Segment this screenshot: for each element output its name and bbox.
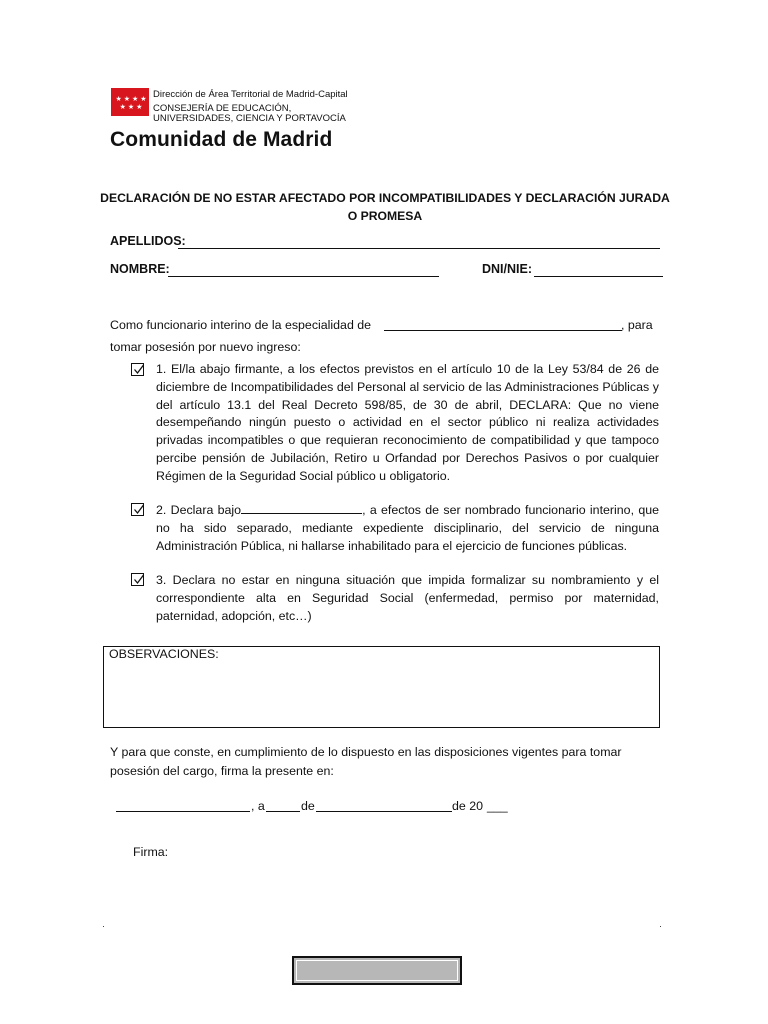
- year-field[interactable]: ___: [487, 799, 508, 813]
- checkbox-item-2[interactable]: [131, 503, 144, 516]
- item-2-text-post: , a efectos de ser nombrado funcionario interino, que no ha sido separado, mediante expediente disciplinario, del servicio de ninguna Administración Pública, ni hallarse inhabilitado para el ejercicio de funciones públicas.: [156, 503, 659, 553]
- item-2-text: [156, 501, 659, 555]
- apellidos-label: APELLIDOS:: [110, 234, 186, 248]
- grey-form-button-inner: [296, 960, 458, 981]
- date-sep-de-2: de 20: [452, 799, 484, 813]
- title-line-2: O PROMESA: [347, 209, 423, 223]
- corner-mark-right: [660, 926, 661, 927]
- brand-name: Comunidad de Madrid: [110, 128, 333, 151]
- document-title: [100, 189, 670, 225]
- checkbox-item-1[interactable]: [131, 363, 144, 376]
- closing-line-2: posesión del cargo, firma la presente en:: [110, 764, 334, 778]
- apellidos-field[interactable]: [178, 248, 660, 249]
- nombre-label: NOMBRE:: [110, 262, 170, 276]
- item-1-text: 1. El/la abajo firmante, a los efectos previstos en el artículo 10 de la Ley 53/84 de 26 de diciembre de Incompatibilidades del Personal al servicio de las Administraciones Públicas y del artículo 13.1 del Real Decreto 598/85, de 30 de abril, DECLARA: Que no viene desempeñando ningún puesto o actividad en el sector público ni realiza actividades privadas incompatibles o que requieran reconocimiento de compatibilidad y que tampoco percibe pensión de Jubilación, Retiro u Orfandad por Derechos Pasivos o por cualquier Régimen de la Seguridad Social público u obligatorio.: [156, 362, 659, 483]
- date-sep-de-1: de: [301, 799, 315, 813]
- dept-line-1: Dirección de Área Territorial de Madrid-Capital: [153, 89, 348, 100]
- grey-form-button[interactable]: [292, 956, 462, 985]
- intro-line-2: tomar posesión por nuevo ingreso:: [110, 340, 301, 354]
- intro-line-1-pre: Como funcionario interino de la especialidad de: [110, 318, 372, 332]
- checkmark-icon: [133, 574, 145, 585]
- day-field[interactable]: [266, 811, 300, 812]
- stars-icon: ★ ★ ★ ★ ★ ★ ★: [115, 96, 147, 111]
- observaciones-label: OBSERVACIONES:: [109, 647, 219, 661]
- dni-label: DNI/NIE:: [482, 262, 532, 276]
- dept-line-2: CONSEJERÍA DE EDUCACIÓN,: [153, 103, 292, 114]
- month-field[interactable]: [316, 811, 452, 812]
- especialidad-field[interactable]: [384, 330, 622, 331]
- title-line-1: DECLARACIÓN DE NO ESTAR AFECTADO POR INCOMPATIBILIDADES Y DECLARACIÓN JURADA: [100, 191, 670, 205]
- date-sep-a: , a: [251, 799, 265, 813]
- corner-mark-left: [103, 926, 104, 927]
- place-field[interactable]: [116, 811, 250, 812]
- dni-field[interactable]: [534, 276, 663, 277]
- closing-line-1: Y para que conste, en cumplimiento de lo dispuesto en las disposiciones vigentes para tomar: [110, 745, 622, 759]
- nombre-field[interactable]: [168, 276, 439, 277]
- item-3-text: 3. Declara no estar en ninguna situación que impida formalizar su nombramiento y el correspondiente alta en Seguridad Social (enfermedad, permiso por maternidad, paternidad, adopción, etc…): [156, 573, 659, 623]
- declara-bajo-field[interactable]: [241, 501, 362, 514]
- checkmark-icon: [133, 364, 145, 375]
- dept-line-3: UNIVERSIDADES, CIENCIA Y PORTAVOCÍA: [153, 113, 346, 124]
- signature-label: Firma:: [133, 845, 169, 859]
- checkmark-icon: [133, 504, 145, 515]
- item-2-text-pre: 2. Declara bajo: [156, 503, 242, 517]
- checkbox-item-3[interactable]: [131, 573, 144, 586]
- intro-line-1-post: , para: [621, 318, 653, 332]
